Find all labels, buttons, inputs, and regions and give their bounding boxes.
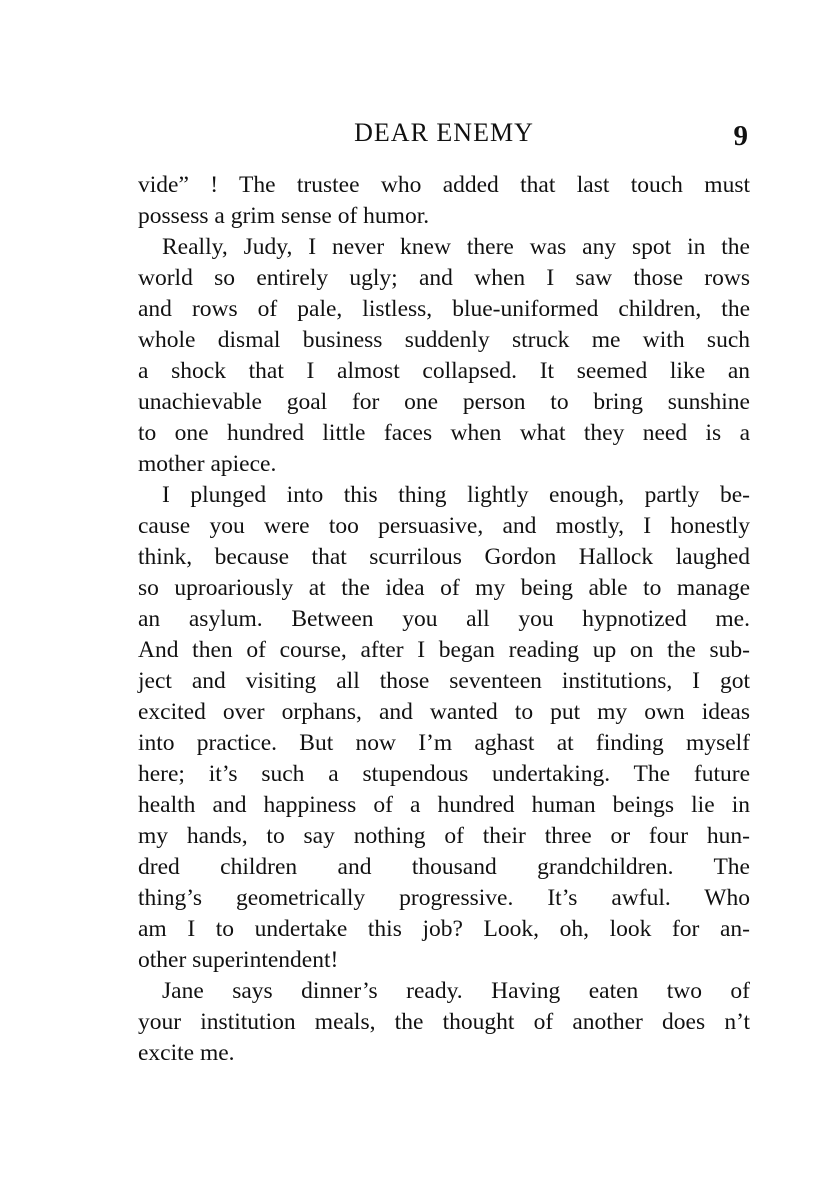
text-line: excite me. xyxy=(138,1040,235,1066)
text-line: an asylum. Between you all you hypnotized me. xyxy=(138,606,750,632)
text-line: and rows of pale, listless, blue-uniformed children, the xyxy=(138,296,750,322)
text-line: other superintendent! xyxy=(138,947,339,973)
text-line: a shock that I almost collapsed. It seemed like an xyxy=(138,358,750,384)
text-line: whole dismal business suddenly struck me with such xyxy=(138,327,750,353)
text-line: thing’s geometrically progressive. It’s awful. Who xyxy=(138,885,750,911)
text-line: Really, Judy, I never knew there was any spot in the xyxy=(162,234,750,260)
text-line: And then of course, after I began reading up on the sub- xyxy=(138,637,750,663)
body-text xyxy=(138,170,750,1069)
text-line: think, because that scurrilous Gordon Hallock laughed xyxy=(138,544,750,570)
text-line: am I to undertake this job? Look, oh, look for an- xyxy=(138,916,750,942)
text-line: I plunged into this thing lightly enough, partly be- xyxy=(162,482,750,508)
text-line: unachievable goal for one person to bring sunshine xyxy=(138,389,750,415)
text-line: cause you were too persuasive, and mostly, I honestly xyxy=(138,513,750,539)
text-line: into practice. But now I’m aghast at finding myself xyxy=(138,730,750,756)
text-line: excited over orphans, and wanted to put my own ideas xyxy=(138,699,750,725)
text-line: so uproariously at the idea of my being able to manage xyxy=(138,575,750,601)
text-line: here; it’s such a stupendous undertaking. The future xyxy=(138,761,750,787)
text-line: to one hundred little faces when what they need is a xyxy=(138,420,750,446)
text-line: Jane says dinner’s ready. Having eaten two of xyxy=(162,978,750,1004)
page-number: 9 xyxy=(733,120,748,152)
running-head xyxy=(138,118,750,152)
text-line: possess a grim sense of humor. xyxy=(138,203,430,229)
text-line: world so entirely ugly; and when I saw those rows xyxy=(138,265,750,291)
text-line: health and happiness of a hundred human beings lie in xyxy=(138,792,750,818)
text-line: dred children and thousand grandchildren. The xyxy=(138,854,750,880)
running-head-title: DEAR ENEMY xyxy=(354,118,534,147)
text-line: your institution meals, the thought of another does n’t xyxy=(138,1009,750,1035)
text-line: vide” ! The trustee who added that last touch must xyxy=(138,172,750,198)
text-line: my hands, to say nothing of their three or four hun- xyxy=(138,823,750,849)
text-line: mother apiece. xyxy=(138,451,277,477)
text-line: ject and visiting all those seventeen institutions, I got xyxy=(138,668,750,694)
